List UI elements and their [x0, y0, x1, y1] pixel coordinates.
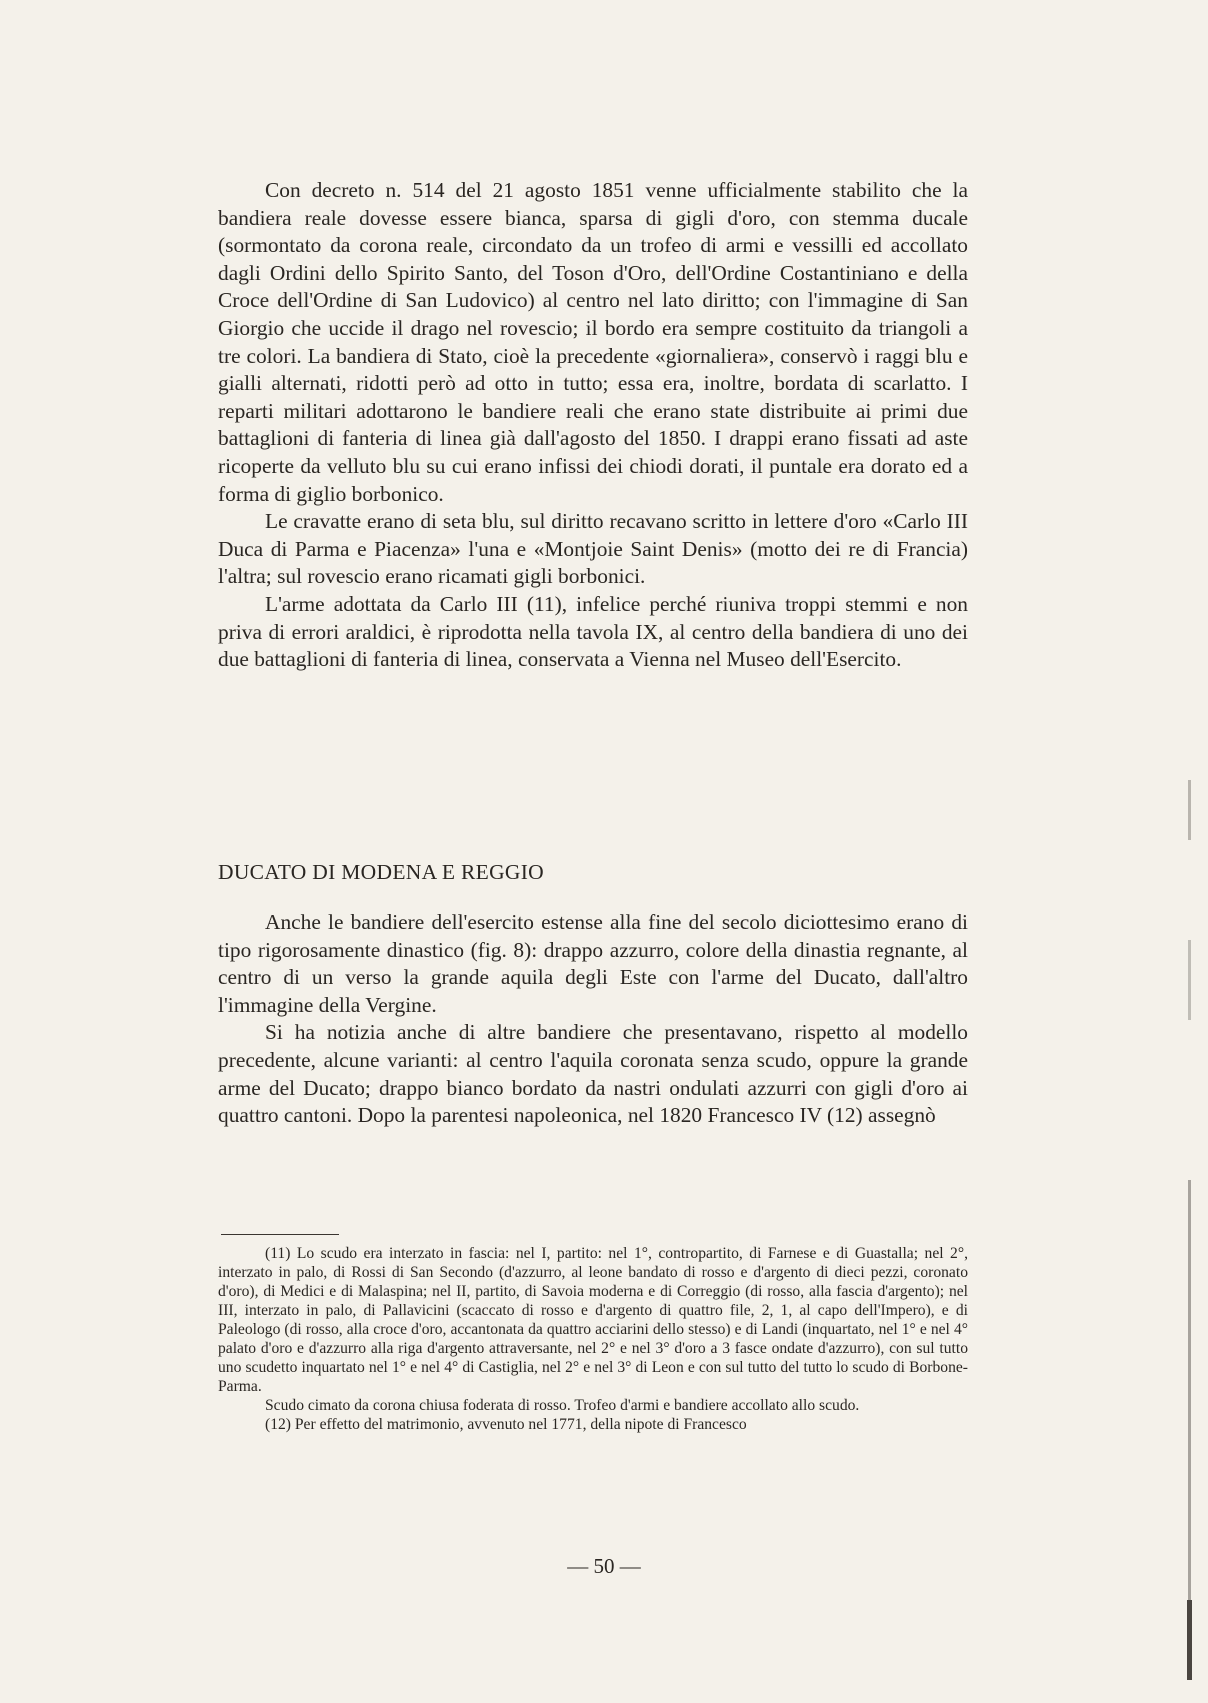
section-heading: DUCATO DI MODENA E REGGIO [218, 860, 545, 884]
paragraph: Anche le bandiere dell'esercito estense alla fine del secolo diciottesimo erano di tipo rigorosamente dinastico (fig. 8): drappo azzurro, colore della dinastia regnante, al centro di un verso la grande aquila degli Este con l'arme del Ducato, dall'altro l'immagine della Vergine. [218, 910, 968, 1017]
page-edge-mark [1188, 1180, 1191, 1600]
section-parma-text [218, 177, 968, 674]
page-edge-mark [1187, 1600, 1192, 1680]
footnote: (12) Per effetto del matrimonio, avvenuto nel 1771, della nipote di Francesco [265, 1416, 747, 1433]
footnote: (11) Lo scudo era interzato in fascia: nel I, partito: nel 1°, contropartito, di Farnese e di Guastalla; nel 2°, interzato in palo, di Rossi di San Secondo (d'azzurro, al leone bandato di rosso e d'argento di dieci pezzi, coronato d'oro), di Medici e di Malaspina; nel II, partito, di Savoia moderna e di Correggio (di rosso, alla fascia d'argento); nel III, interzato in palo, di Pallavicini (scaccato di rosso e d'argento di quattro file, 2, 1, al capo dell'Impero), e di Paleologo (di rosso, alla croce d'oro, accantonata da quattro acciarini dello stesso) e di Landi (inquartato, nel 1° e nel 4° palato d'oro e d'azzurro alla riga d'argento attraversante, nel 2° e nel 3° d'oro a 3 fasce ondate d'azzurro), con sul tutto uno scudetto inquartato nel 1° e nel 4° di Castiglia, nel 2° e nel 3° di Leon e con sul tutto del tutto lo scudo di Borbone-Parma. [218, 1245, 968, 1395]
paragraph: Si ha notizia anche di altre bandiere che presentavano, rispetto al modello precedente, alcune varianti: al centro l'aquila coronata senza scudo, oppure la grande arme del Ducato; drappo bianco bordato da nastri ondulati azzurri con gigli d'oro ai quattro cantoni. Dopo la parentesi napoleonica, nel 1820 Francesco IV (12) assegnò [218, 1020, 968, 1128]
paragraph: Con decreto n. 514 del 21 agosto 1851 venne ufficialmente stabilito che la bandiera reale dovesse essere bianca, sparsa di gigli d'oro, con stemma ducale (sormontato da corona reale, circondato da un trofeo di armi e vessilli ed accollato dagli Ordini dello Spirito Santo, del Toson d'Oro, dell'Ordine Costantiniano e della Croce dell'Ordine di San Ludovico) al centro nel lato diritto; con l'immagine di San Giorgio che uccide il drago nel rovescio; il bordo era sempre costituito da triangoli a tre colori. La bandiera di Stato, cioè la precedente «giornaliera», conservò i raggi blu e gialli alternati, ridotti però ad otto in tutto; essa era, inoltre, bordata di scarlatto. I reparti militari adottarono le bandiere reali che erano state distribuite ai primi due battaglioni di fanteria di linea già dall'agosto del 1850. I drappi erano fissati ad aste ricoperte da velluto blu su cui erano infissi dei chiodi dorati, il puntale era dorato ed a forma di giglio borbonico. [218, 178, 968, 506]
paragraph: L'arme adottata da Carlo III (11), infelice perché riuniva troppi stemmi e non priva di errori araldici, è riprodotta nella tavola IX, al centro della bandiera di uno dei due battaglioni di fanteria di linea, conservata a Vienna nel Museo dell'Esercito. [218, 591, 968, 672]
page-edge-mark [1188, 780, 1191, 840]
footnote: Scudo cimato da corona chiusa foderata di rosso. Trofeo d'armi e bandiere accollato allo scudo. [265, 1397, 860, 1414]
paragraph: Le cravatte erano di seta blu, sul diritto recavano scritto in lettere d'oro «Carlo III Duca di Parma e Piacenza» l'una e «Montjoie Saint Denis» (motto dei re di Francia) l'altra; sul rovescio erano ricamati gigli borbonici. [218, 509, 968, 589]
page-edge-mark [1188, 940, 1191, 1020]
footnote-separator [221, 1234, 339, 1235]
page-number: — 50 — [567, 1554, 641, 1578]
section-modena-text [218, 909, 968, 1130]
footnotes [218, 1244, 968, 1434]
